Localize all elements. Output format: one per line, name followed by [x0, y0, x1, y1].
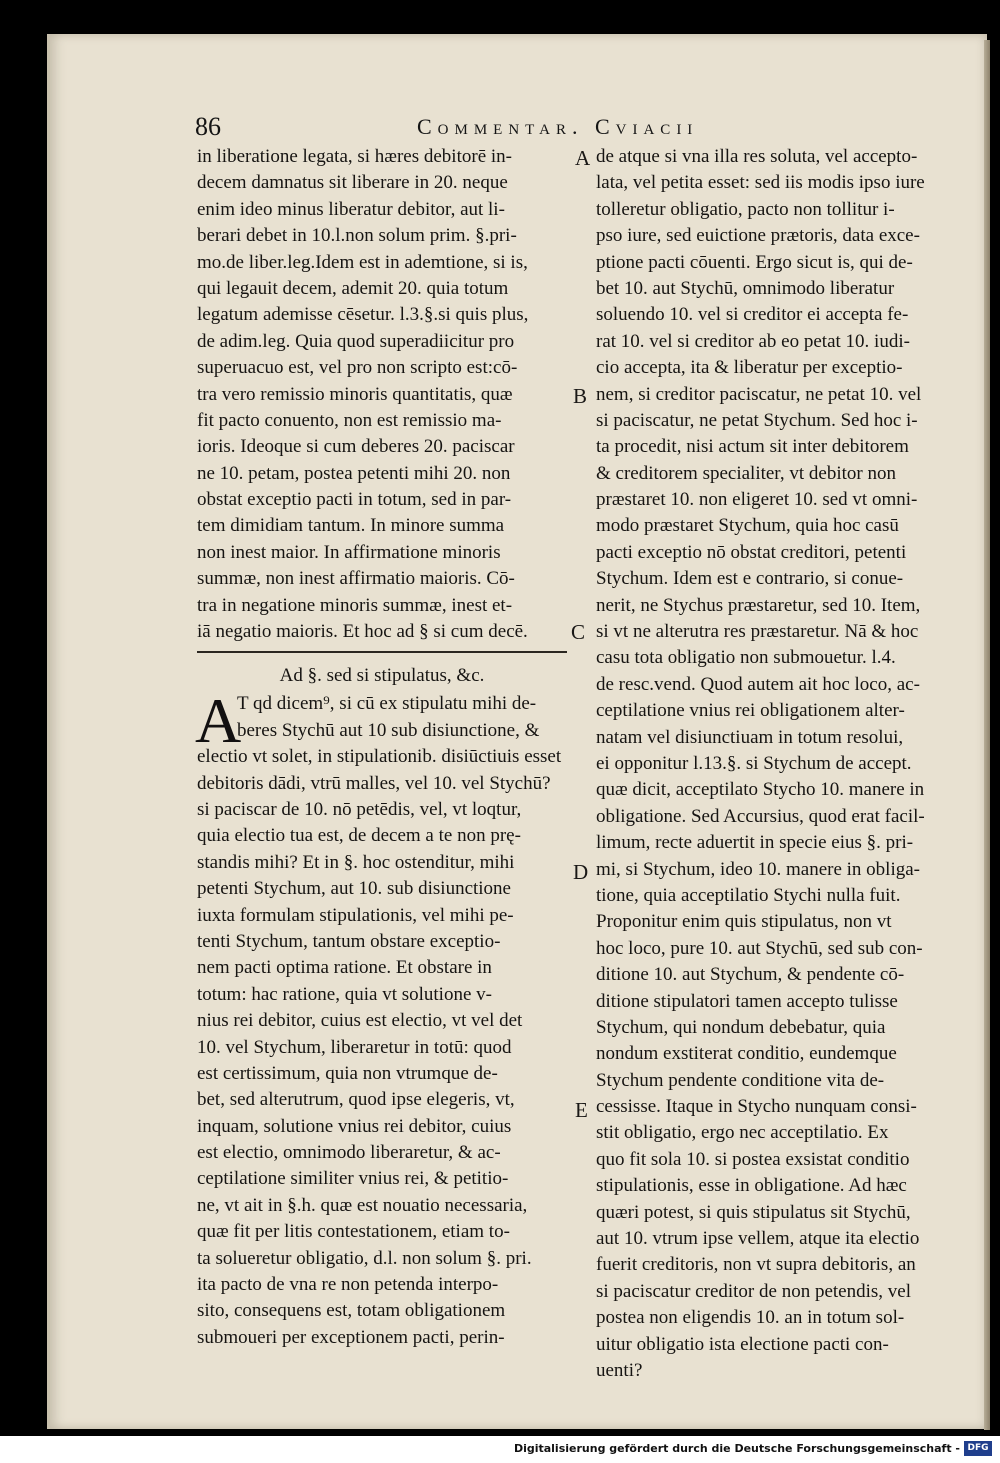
- text-line: quia electio tua est, de decem a te non prę-: [197, 825, 521, 847]
- text-line: tra in negatione minoris summæ, inest et-: [197, 594, 513, 616]
- page-header: [195, 112, 885, 148]
- text-line: obstat exceptio pacti in totum, sed in par-: [197, 489, 512, 511]
- text-line: fuerit creditoris, non vt supra debitoris, an: [596, 1254, 916, 1276]
- text-line: est electio, omnimodo liberaretur, & ac-: [197, 1142, 501, 1164]
- text-line: Stychum. Idem est e contrario, si conue-: [596, 568, 904, 590]
- text-line: lata, vel petita esset: sed iis modis ipso iure: [596, 172, 925, 194]
- text-line: nerit, ne Stychus præstaretur, sed 10. Item,: [596, 594, 921, 616]
- text-line: nem pacti optima ratione. Et obstare in: [197, 957, 492, 979]
- right-column-text: [596, 144, 956, 1384]
- section-rule: [197, 651, 567, 653]
- text-line: submoueri per exceptionem pacti, perin-: [197, 1326, 505, 1348]
- text-line: quæ fit per litis contestationem, etiam to-: [197, 1221, 510, 1243]
- text-line: ne 10. petam, postea petenti mihi 20. non: [197, 462, 511, 484]
- text-line: stit obligatio, ergo nec acceptilatio. Ex: [596, 1122, 889, 1144]
- page-edge: [984, 40, 990, 1430]
- text-line: T qd dicem⁹, si cū ex stipulatu mihi de-: [237, 693, 537, 715]
- text-line: berari debet in 10.l.non solum prim. §.pri-: [197, 225, 517, 247]
- running-head: Commentar. Cviacii: [417, 114, 699, 139]
- text-line: ne, vt ait in §.h. quæ est nouatio necessaria,: [197, 1194, 528, 1216]
- text-line: tione, quia acceptilatio Stychi nulla fuit.: [596, 884, 901, 906]
- text-line: uenti?: [596, 1359, 643, 1381]
- text-line: mi, si Stychum, ideo 10. manere in obliga-: [596, 858, 921, 880]
- text-line: ceptilatione similiter vnius rei, & petitio-: [197, 1168, 509, 1190]
- section-title: Ad §. sed si stipulatus, &c.: [279, 665, 485, 687]
- section-body: [195, 685, 567, 1351]
- right-column: [596, 144, 956, 1384]
- text-line: cessisse. Itaque in Stycho nunquam consi-: [596, 1096, 917, 1118]
- text-line: fit pacto conuento, non est remissio ma-: [197, 409, 502, 431]
- text-line: casu tota obligatio non submouetur. l.4.: [596, 647, 896, 669]
- text-line: de atque si vna illa res soluta, vel accepto-: [596, 146, 918, 167]
- text-line: Stychum pendente conditione vita de-: [596, 1069, 885, 1091]
- text-line: iuxta formulam stipulationis, vel mihi pe-: [197, 904, 514, 926]
- text-line: pso iure, sed euictione prætoris, data exce-: [596, 225, 920, 247]
- text-line: qui legauit decem, ademit 20. quia totum: [197, 277, 509, 299]
- text-line: summæ, non inest affirmatio maioris. Cō-: [197, 568, 515, 590]
- text-line: non inest maior. In affirmatione minoris: [197, 541, 501, 563]
- text-line: ioris. Ideoque si cum deberes 20. paciscar: [197, 436, 515, 458]
- digitization-footer: [0, 1436, 1000, 1463]
- text-line: sito, consequens est, totam obligationem: [197, 1300, 506, 1322]
- text-line: & creditorem specialiter, vt debitor non: [596, 462, 896, 484]
- text-line: mo.de liber.leg.Idem est in ademtione, si is,: [197, 251, 528, 273]
- text-line: pacti exceptio nō obstat creditori, petenti: [596, 541, 907, 563]
- text-line: quæri potest, si quis stipulatus sit Stychū,: [596, 1201, 911, 1223]
- left-column: [197, 144, 567, 1351]
- text-line: Stychum, qui nondum debebatur, quia: [596, 1016, 886, 1038]
- text-line: obligatione. Sed Accursius, quod erat facil-: [596, 805, 925, 827]
- text-line: præstaret 10. non eligeret 10. sed vt omni-: [596, 489, 918, 511]
- text-line: si paciscar de 10. nō petēdis, vel, vt loqtur,: [197, 798, 522, 820]
- text-line: ei opponitur l.13.§. si Stychum de accept.: [596, 752, 912, 774]
- text-line: si vt ne alterutra res præstaretur. Nā & hoc: [596, 621, 919, 643]
- text-line: quæ dicit, acceptilato Stycho 10. manere in: [596, 779, 925, 801]
- footer-credit: Digitalisierung gefördert durch die Deutsche Forschungsgemeinschaft -: [513, 1442, 960, 1455]
- text-line: ditione 10. aut Stychum, & pendente cō-: [596, 964, 905, 986]
- text-line: iā negatio maioris. Et hoc ad § si cum decē.: [197, 621, 528, 643]
- text-line: de adim.leg. Quia quod superadiicitur pro: [197, 330, 515, 352]
- text-line: beres Stychū aut 10 sub disiunctione, &: [237, 719, 540, 741]
- text-line: ita pacto de vna re non petenda interpo-: [197, 1274, 499, 1296]
- text-line: enim ideo minus liberatur debitor, aut li-: [197, 198, 505, 220]
- text-line: inquam, solutione vnius rei debitor, cuius: [197, 1115, 512, 1137]
- text-line: ditione stipulatori tamen accepto tulisse: [596, 990, 898, 1012]
- text-line: Proponitur enim quis stipulatus, non vt: [596, 911, 892, 933]
- text-line: legatum ademisse cēsetur. l.3.§.si quis plus,: [197, 304, 529, 326]
- text-line: petenti Stychum, aut 10. sub disiunctione: [197, 878, 511, 900]
- text-line: nem, si creditor paciscatur, ne petat 10. vel: [596, 383, 922, 405]
- text-line: postea non eligendis 10. an in totum sol-: [596, 1307, 905, 1329]
- text-line: limum, recte aduertit in specie eius §. pri-: [596, 832, 914, 854]
- text-line: hoc loco, pure 10. aut Stychū, sed sub con-: [596, 937, 923, 959]
- text-line: de resc.vend. Quod autem ait hoc loco, ac-: [596, 673, 920, 695]
- text-line: debitoris dādi, vtrū malles, vel 10. vel Stychū?: [197, 772, 551, 794]
- text-line: uitur obligatio ista electione pacti con-: [596, 1333, 889, 1355]
- text-line: est certissimum, quia non vtrumque de-: [197, 1062, 498, 1084]
- text-line: ta procedit, nisi actum sit inter debitorem: [596, 436, 909, 458]
- text-line: decem damnatus sit liberare in 20. neque: [197, 172, 508, 194]
- text-line: bet 10. aut Stychū, omnimodo liberatur: [596, 277, 895, 299]
- text-line: si paciscatur creditor de non petendis, vel: [596, 1280, 911, 1302]
- text-line: tra vero remissio minoris quantitatis, quæ: [197, 383, 513, 405]
- text-line: soluendo 10. vel si creditor ei accepta fe-: [596, 304, 909, 326]
- text-line: totum: hac ratione, quia vt solutione v-: [197, 983, 492, 1005]
- text-line: aut 10. vtrum ipse vellem, atque ita electio: [596, 1228, 920, 1250]
- text-line: tenti Stychum, tantum obstare exceptio-: [197, 930, 501, 952]
- text-line: tem dimidiam tantum. In minore summa: [197, 515, 505, 537]
- text-line: rat 10. vel si creditor ab eo petat 10. iudi-: [596, 330, 910, 352]
- text-line: nius rei debitor, cuius est electio, vt vel det: [197, 1010, 523, 1032]
- text-line: 10. vel Stychum, liberaretur in totū: quod: [197, 1036, 512, 1058]
- margin-letter-c: C: [571, 620, 586, 644]
- text-line: ceptilatione vnius rei obligationem alter-: [596, 700, 905, 722]
- text-line: si paciscatur, ne petat Stychum. Sed hoc i-: [596, 409, 918, 431]
- text-line: tolleretur obligatio, pacto non tollitur i-: [596, 198, 895, 220]
- margin-letter-e: E: [575, 1098, 588, 1122]
- text-line: standis mihi? Et in §. hoc ostenditur, mihi: [197, 851, 515, 873]
- text-line: in liberatione legata, si hæres debitorē in-: [197, 146, 512, 167]
- left-column-top-text: [197, 144, 567, 645]
- dfg-logo-icon: DFG: [964, 1441, 992, 1456]
- text-line: modo præstaret Stychum, quia hoc casū: [596, 515, 899, 537]
- text-line: cio accepta, ita & liberatur per exceptio-: [596, 357, 903, 379]
- text-line: natam vel disiunctiuam in totum resolui,: [596, 726, 904, 748]
- margin-letter-a: A: [575, 146, 591, 170]
- margin-letter-b: B: [573, 384, 588, 408]
- left-column-bottom-text: [195, 685, 567, 1351]
- text-line: bet, sed alterutrum, quod ipse elegeris, vt,: [197, 1089, 515, 1111]
- text-line: electio vt solet, in stipulationib. disiūctiuis esset: [197, 746, 562, 768]
- text-line: nondum exstiterat conditio, eundemque: [596, 1043, 897, 1065]
- page-number: 86: [195, 112, 221, 141]
- drop-cap: A: [195, 685, 242, 757]
- text-line: ptione pacti cōuenti. Ergo sicut is, qui de-: [596, 251, 913, 273]
- text-line: superuacuo est, vel pro non scripto est:cō-: [197, 357, 518, 379]
- margin-letter-d: D: [573, 860, 589, 884]
- text-line: stipulationis, esse in obligatione. Ad hæc: [596, 1175, 907, 1197]
- text-line: quo fit sola 10. si postea exsistat conditio: [596, 1148, 910, 1170]
- text-line: ta solueretur obligatio, d.l. non solum §. pri.: [197, 1247, 532, 1269]
